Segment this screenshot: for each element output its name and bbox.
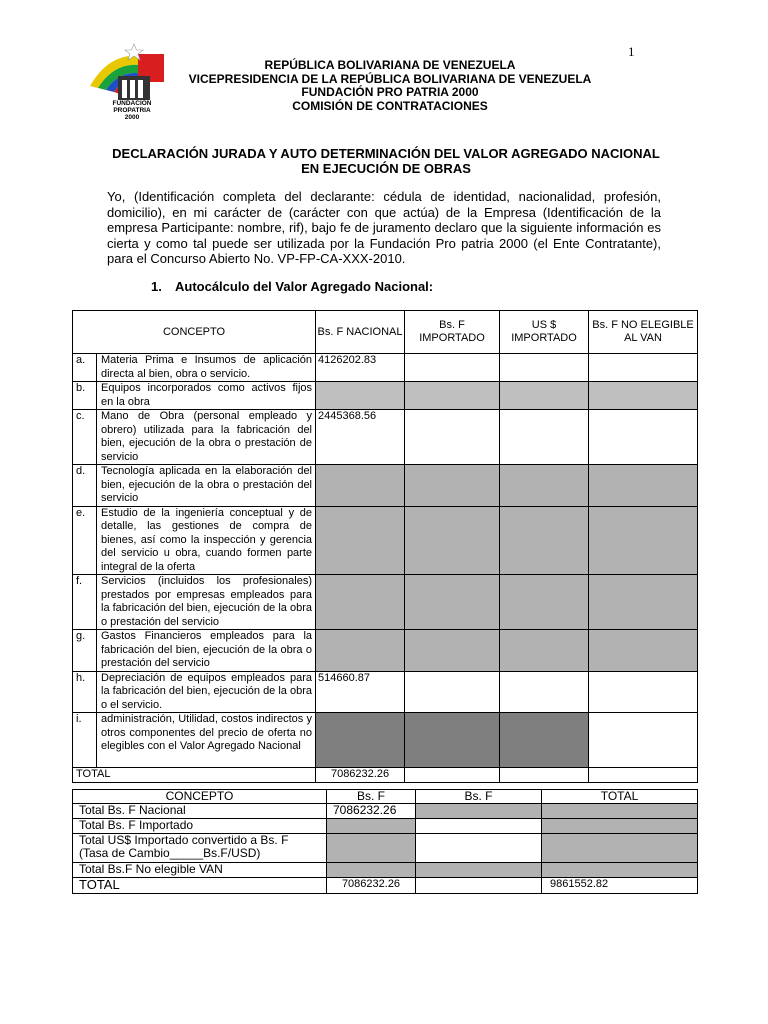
summary-row [73, 819, 698, 834]
document-header [170, 59, 610, 113]
summary-row [73, 834, 698, 863]
cell-us-importado [500, 630, 589, 672]
row-letter: c. [73, 410, 97, 465]
summary-cell [416, 878, 542, 894]
cell-us-importado [500, 382, 589, 410]
summary-header-concepto: CONCEPTO [73, 790, 327, 804]
header-line-1: REPÚBLICA BOLIVARIANA DE VENEZUELA [264, 58, 516, 72]
summary-cell [542, 863, 698, 878]
cell-no-elegible [589, 713, 698, 768]
summary-cell [416, 819, 542, 834]
total-bs-importado [405, 768, 500, 783]
summary-table [72, 789, 698, 894]
table-row [73, 382, 698, 410]
cell-bs-nacional [316, 382, 405, 410]
cell-bs-nacional [316, 465, 405, 507]
summary-cell [416, 863, 542, 878]
table-row [73, 465, 698, 507]
total-bs-nacional: 7086232.26 [316, 768, 405, 783]
cell-bs-nacional [316, 506, 405, 575]
cell-bs-nacional [316, 575, 405, 630]
row-letter: f. [73, 575, 97, 630]
cell-bs-nacional [316, 630, 405, 672]
row-letter: a. [73, 354, 97, 382]
cell-no-elegible [589, 630, 698, 672]
table-row [73, 630, 698, 672]
cell-no-elegible [589, 410, 698, 465]
logo-text-line1: FUNDACIÓN [112, 100, 152, 107]
page-number: 1 [628, 44, 635, 59]
summary-header-total: TOTAL [542, 790, 698, 804]
cell-bs-importado [405, 506, 500, 575]
document-title [84, 146, 688, 176]
cell-us-importado [500, 713, 589, 768]
cell-bs-importado [405, 671, 500, 713]
cell-no-elegible [589, 575, 698, 630]
header-no-elegible: Bs. F NO ELEGIBLE AL VAN [589, 311, 698, 354]
row-letter: d. [73, 465, 97, 507]
cell-us-importado [500, 465, 589, 507]
row-description: Equipos incorporados como activos fijos en la obra [97, 382, 316, 410]
summary-cell [542, 804, 698, 819]
table-row [73, 354, 698, 382]
header-line-3: FUNDACIÓN PRO PATRIA 2000 [301, 85, 479, 99]
summary-cell [327, 863, 416, 878]
cell-bs-importado [405, 465, 500, 507]
cell-bs-importado [405, 713, 500, 768]
header-line-2: VICEPRESIDENCIA DE LA REPÚBLICA BOLIVARIANA DE VENEZUELA [188, 71, 592, 86]
summary-grand-total: 9861552.82 [542, 878, 698, 894]
table-row [73, 713, 698, 768]
section-1-heading [151, 279, 433, 294]
valor-agregado-table [72, 310, 698, 783]
table-row [73, 575, 698, 630]
title-line-1: DECLARACIÓN JURADA Y AUTO DETERMINACIÓN DEL VALOR AGREGADO NACIONAL [112, 146, 660, 161]
cell-bs-importado [405, 575, 500, 630]
row-description: Depreciación de equipos empleados para la fabricación del bien, ejecución de la obra o el servicio. [97, 671, 316, 713]
row-letter: h. [73, 671, 97, 713]
total-no-elegible [589, 768, 698, 783]
table-header-row [73, 311, 698, 354]
row-description: administración, Utilidad, costos indirectos y otros componentes del precio de oferta no elegibles con el Valor Agregado Nacional [97, 713, 316, 768]
summary-header-row [73, 790, 698, 804]
summary-label-line-1: Total US$ Importado convertido a Bs. F [79, 833, 289, 847]
total-label: TOTAL [73, 768, 316, 783]
summary-cell [327, 834, 416, 863]
row-letter: g. [73, 630, 97, 672]
fundacion-logo [84, 42, 180, 122]
cell-no-elegible [589, 354, 698, 382]
row-description: Servicios (incluidos los profesionales) prestados por empresas empleados para la fabricación del bien, ejecución de la obra o prestación del servicio [97, 575, 316, 630]
summary-total-value: 7086232.26 [327, 878, 416, 894]
cell-bs-importado [405, 354, 500, 382]
cell-no-elegible [589, 465, 698, 507]
header-line-4: COMISIÓN DE CONTRATACIONES [292, 98, 488, 113]
table-row [73, 410, 698, 465]
table-row [73, 506, 698, 575]
row-letter: e. [73, 506, 97, 575]
row-description: Materia Prima e Insumos de aplicación directa al bien, obra o servicio. [97, 354, 316, 382]
cell-no-elegible [589, 382, 698, 410]
title-line-2: EN EJECUCIÓN DE OBRAS [301, 161, 471, 176]
table-row [73, 671, 698, 713]
cell-no-elegible [589, 671, 698, 713]
header-bs-importado: Bs. F IMPORTADO [405, 311, 500, 354]
total-us-importado [500, 768, 589, 783]
cell-bs-importado [405, 630, 500, 672]
cell-us-importado [500, 354, 589, 382]
cell-bs-nacional: 514660.87 [316, 671, 405, 713]
cell-bs-nacional: 4126202.83 [316, 354, 405, 382]
summary-cell [416, 804, 542, 819]
cell-us-importado [500, 506, 589, 575]
header-us-importado: US $ IMPORTADO [500, 311, 589, 354]
summary-cell [542, 834, 698, 863]
cell-us-importado [500, 575, 589, 630]
row-description: Estudio de la ingeniería conceptual y de detalle, las gestiones de compra de bienes, así como la inspección y gerencia del servicio u obra, cuando formen parte integral de la oferta [97, 506, 316, 575]
summary-value: 7086232.26 [327, 804, 416, 819]
row-letter: i. [73, 713, 97, 768]
summary-row [73, 804, 698, 819]
logo-text-line3: 2000 [124, 114, 140, 121]
cell-us-importado [500, 671, 589, 713]
section-title: Autocálculo del Valor Agregado Nacional: [175, 279, 434, 294]
cell-bs-importado [405, 382, 500, 410]
intro-paragraph: Yo, (Identificación completa del declarante: cédula de identidad, nacionalidad, profesión, domicilio), en mi carácter de (carácter con que actúa) de la Empresa (Identificación de la empresa Participante: nombre, rif), bajo fe de juramento declaro que la siguiente información es cierta y como tal puede ser utilizada por la Fundación Pro patria 2000 (el Ente Contratante), para el Concurso Abierto No. VP-FP-CA-XXX-2010. [107, 189, 661, 266]
summary-row [73, 863, 698, 878]
row-description: Gastos Financieros empleados para la fabricación del bien, ejecución de la obra o prestación del servicio [97, 630, 316, 672]
header-concepto: CONCEPTO [73, 311, 316, 354]
summary-total-label: TOTAL [73, 878, 327, 894]
section-number: 1. [151, 279, 162, 294]
row-description: Tecnología aplicada en la elaboración del bien, ejecución de la obra o prestación del servicio [97, 465, 316, 507]
cell-bs-importado [405, 410, 500, 465]
summary-cell [416, 834, 542, 863]
summary-total-row [73, 878, 698, 894]
summary-cell [542, 819, 698, 834]
cell-bs-nacional [316, 713, 405, 768]
summary-label-line-2: (Tasa de Cambio_____Bs.F/USD) [79, 846, 261, 860]
table-total-row [73, 768, 698, 783]
summary-header-bs-f-2: Bs. F [416, 790, 542, 804]
cell-us-importado [500, 410, 589, 465]
summary-label: Total Bs.F No elegible VAN [73, 863, 327, 878]
summary-label [73, 834, 327, 863]
row-letter: b. [73, 382, 97, 410]
cell-bs-nacional: 2445368.56 [316, 410, 405, 465]
summary-label: Total Bs. F Nacional [73, 804, 327, 819]
summary-cell [327, 819, 416, 834]
row-description: Mano de Obra (personal empleado y obrero) utilizada para la fabricación del bien, ejecución de la obra o prestación de servicio [97, 410, 316, 465]
header-bs-nacional: Bs. F NACIONAL [316, 311, 405, 354]
cell-no-elegible [589, 506, 698, 575]
summary-label: Total Bs. F Importado [73, 819, 327, 834]
logo-text-line2: PROPATRIA [113, 107, 151, 114]
summary-header-bs-f-1: Bs. F [327, 790, 416, 804]
